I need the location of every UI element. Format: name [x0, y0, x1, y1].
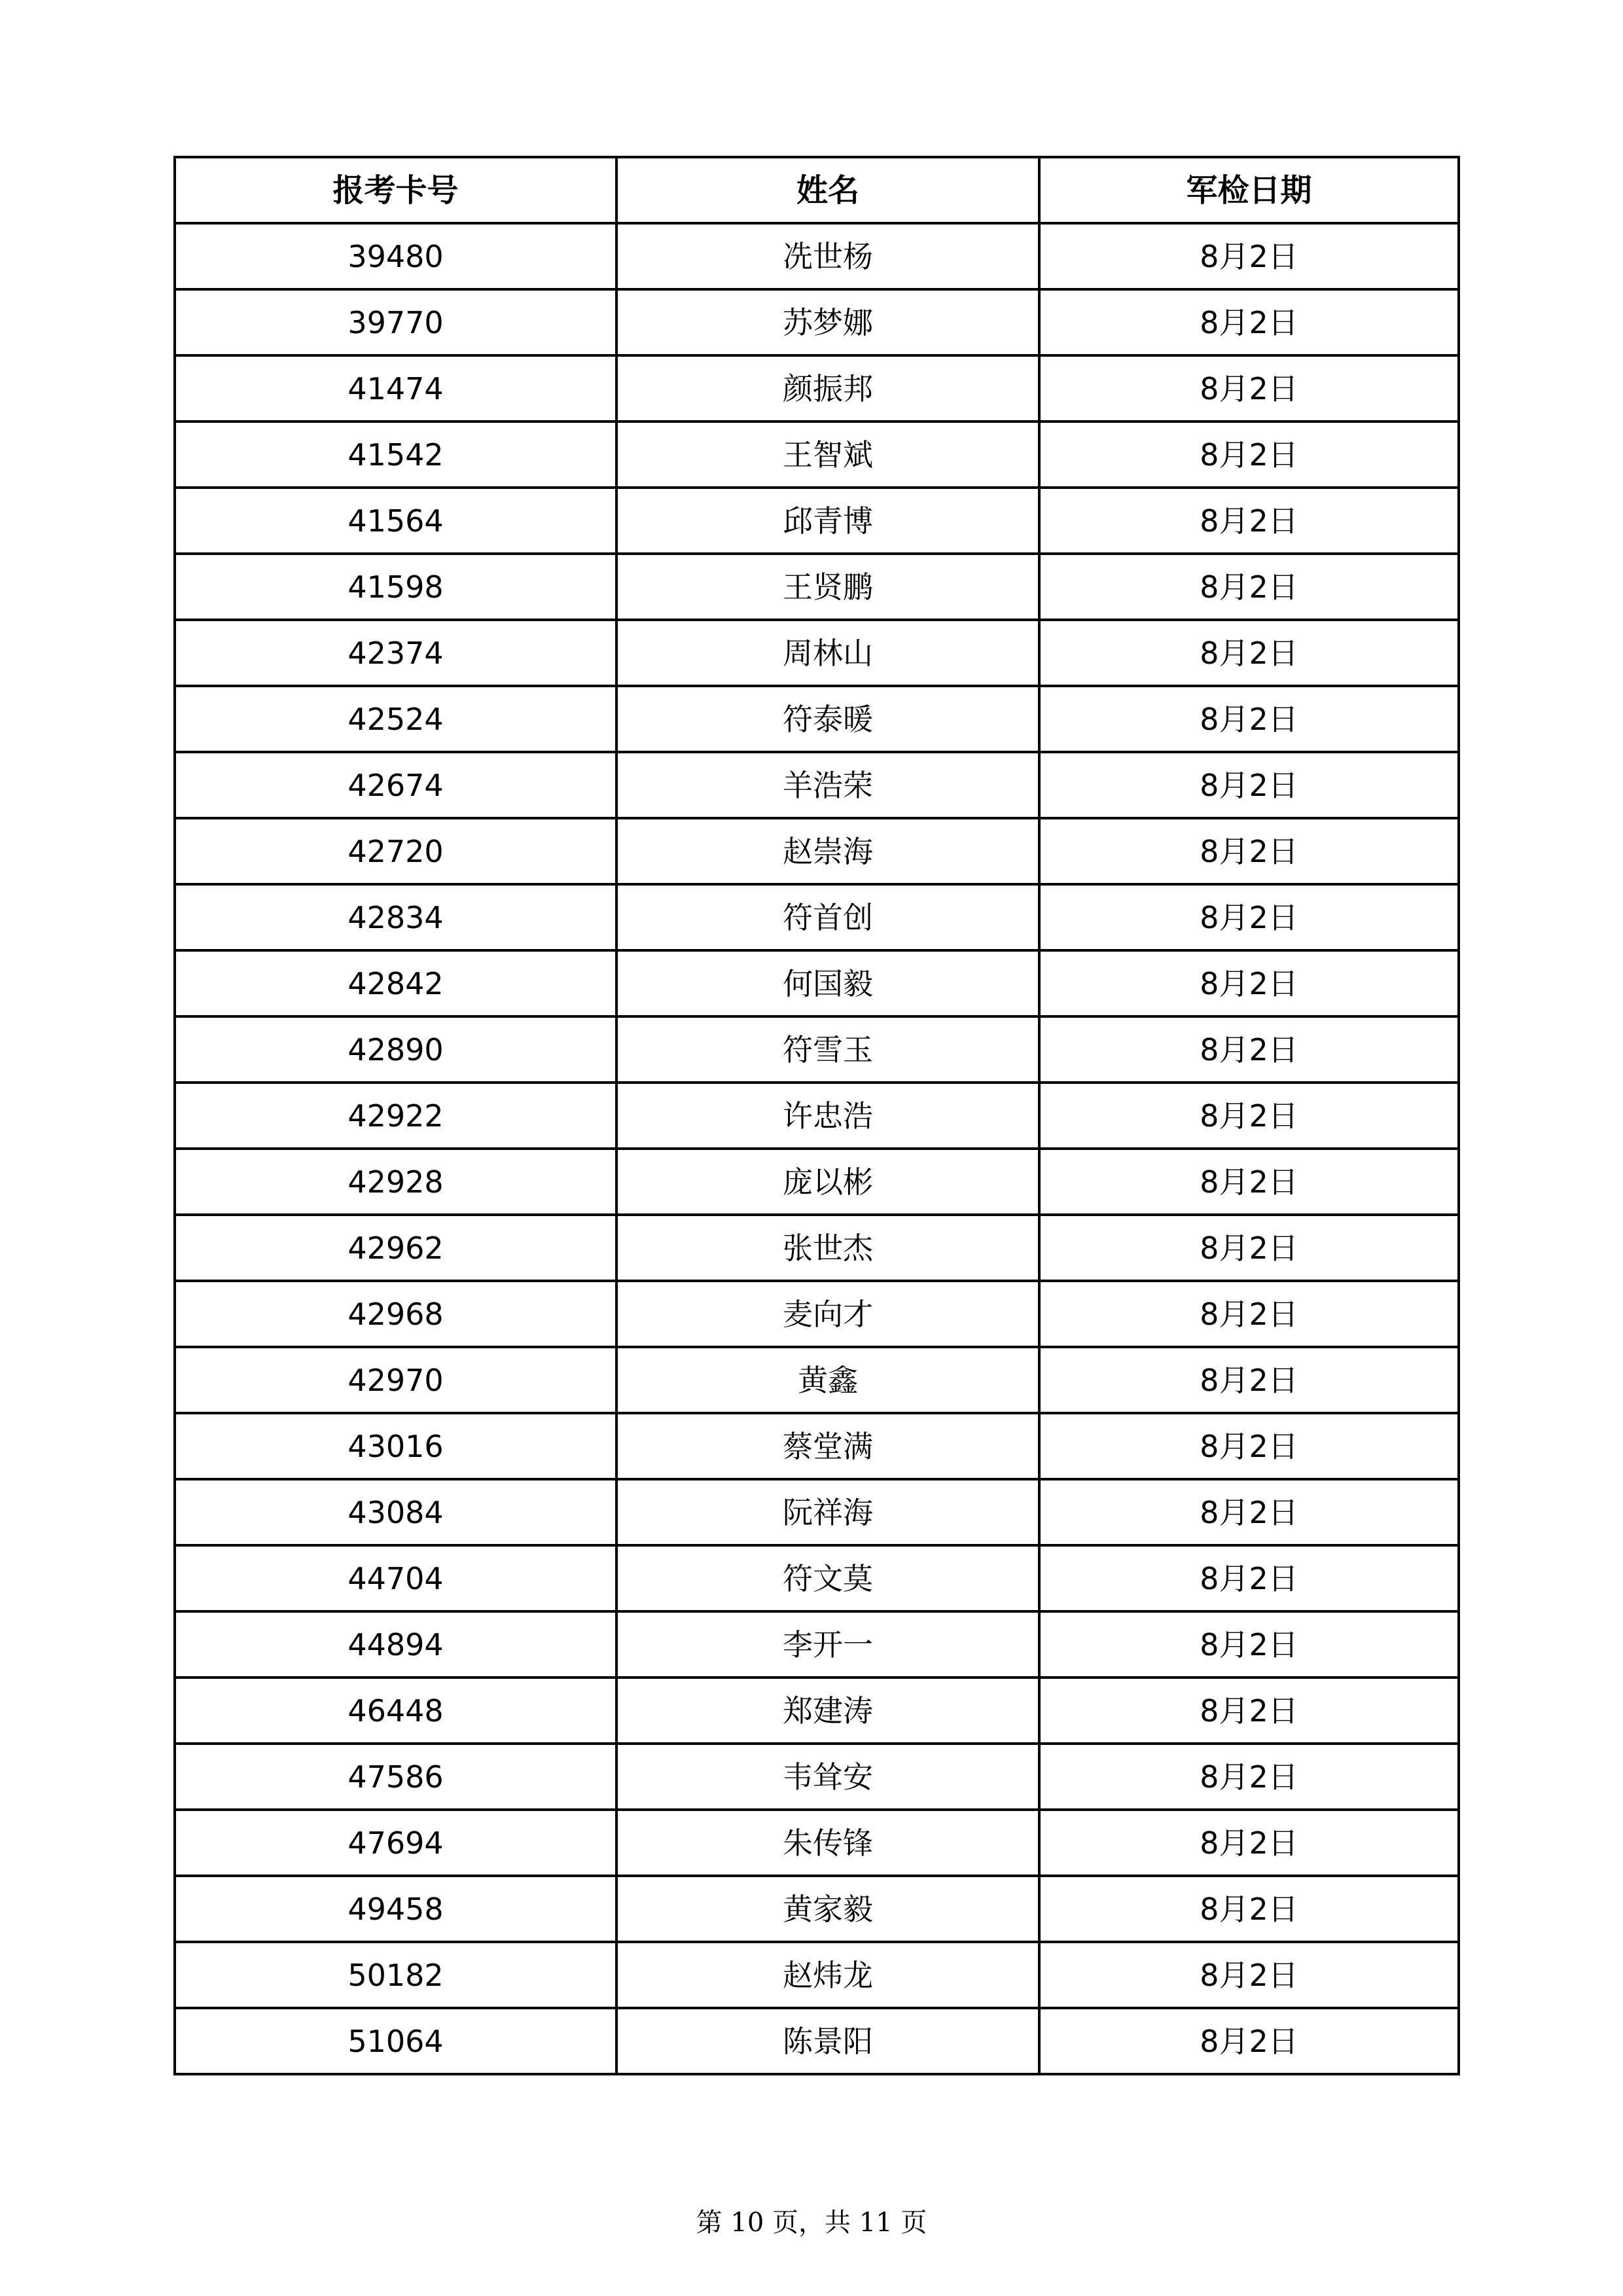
- cell-card-number: 42524: [175, 686, 616, 752]
- table-row: [175, 1942, 1459, 2008]
- cell-card-number: 43084: [175, 1479, 616, 1545]
- cell-card-number: 42834: [175, 884, 616, 950]
- cell-card-number: 42374: [175, 620, 616, 686]
- cell-card-number: 42962: [175, 1215, 616, 1281]
- table-row: [175, 488, 1459, 554]
- cell-card-number: 42720: [175, 818, 616, 884]
- cell-exam-date: 8月2日: [1039, 554, 1459, 620]
- cell-name: 赵炜龙: [616, 1942, 1039, 2008]
- table-row: [175, 1876, 1459, 1942]
- cell-exam-date: 8月2日: [1039, 1744, 1459, 1810]
- table-row: [175, 2008, 1459, 2074]
- cell-name: 符泰暖: [616, 686, 1039, 752]
- table-row: [175, 355, 1459, 422]
- table-body: [175, 223, 1459, 2074]
- cell-name: 王智斌: [616, 422, 1039, 488]
- cell-name: 冼世杨: [616, 223, 1039, 289]
- cell-exam-date: 8月2日: [1039, 1810, 1459, 1876]
- cell-exam-date: 8月2日: [1039, 1083, 1459, 1149]
- table-row: [175, 422, 1459, 488]
- cell-card-number: 41564: [175, 488, 616, 554]
- cell-name: 陈景阳: [616, 2008, 1039, 2074]
- cell-card-number: 42842: [175, 950, 616, 1016]
- cell-name: 黄家毅: [616, 1876, 1039, 1942]
- cell-exam-date: 8月2日: [1039, 1876, 1459, 1942]
- cell-card-number: 42922: [175, 1083, 616, 1149]
- cell-card-number: 42928: [175, 1149, 616, 1215]
- table-row: [175, 1479, 1459, 1545]
- table-row: [175, 1215, 1459, 1281]
- table-row: [175, 1677, 1459, 1744]
- cell-exam-date: 8月2日: [1039, 289, 1459, 355]
- cell-name: 符文莫: [616, 1545, 1039, 1611]
- cell-exam-date: 8月2日: [1039, 1677, 1459, 1744]
- table-row: [175, 1281, 1459, 1347]
- table-row: [175, 686, 1459, 752]
- cell-exam-date: 8月2日: [1039, 686, 1459, 752]
- cell-card-number: 42674: [175, 752, 616, 818]
- cell-exam-date: 8月2日: [1039, 950, 1459, 1016]
- header-card-number: 报考卡号: [175, 157, 616, 223]
- cell-card-number: 49458: [175, 1876, 616, 1942]
- table-row: [175, 620, 1459, 686]
- cell-name: 阮祥海: [616, 1479, 1039, 1545]
- cell-name: 郑建涛: [616, 1677, 1039, 1744]
- table-row: [175, 289, 1459, 355]
- cell-name: 符雪玉: [616, 1016, 1039, 1083]
- cell-card-number: 50182: [175, 1942, 616, 2008]
- table-row: [175, 884, 1459, 950]
- cell-card-number: 41598: [175, 554, 616, 620]
- cell-name: 苏梦娜: [616, 289, 1039, 355]
- table-row: [175, 1413, 1459, 1479]
- table-row: [175, 1545, 1459, 1611]
- cell-exam-date: 8月2日: [1039, 355, 1459, 422]
- table-row: [175, 1744, 1459, 1810]
- table-row: [175, 1611, 1459, 1677]
- cell-exam-date: 8月2日: [1039, 1479, 1459, 1545]
- cell-card-number: 44704: [175, 1545, 616, 1611]
- cell-name: 庞以彬: [616, 1149, 1039, 1215]
- cell-name: 朱传锋: [616, 1810, 1039, 1876]
- cell-card-number: 43016: [175, 1413, 616, 1479]
- table-row: [175, 1810, 1459, 1876]
- cell-name: 赵崇海: [616, 818, 1039, 884]
- table-row: [175, 1083, 1459, 1149]
- cell-exam-date: 8月2日: [1039, 1347, 1459, 1413]
- cell-name: 符首创: [616, 884, 1039, 950]
- cell-name: 周林山: [616, 620, 1039, 686]
- cell-exam-date: 8月2日: [1039, 223, 1459, 289]
- cell-exam-date: 8月2日: [1039, 1281, 1459, 1347]
- table-row: [175, 554, 1459, 620]
- cell-card-number: 39770: [175, 289, 616, 355]
- cell-name: 黄鑫: [616, 1347, 1039, 1413]
- cell-card-number: 41474: [175, 355, 616, 422]
- header-exam-date: 军检日期: [1039, 157, 1459, 223]
- cell-exam-date: 8月2日: [1039, 2008, 1459, 2074]
- cell-exam-date: 8月2日: [1039, 1016, 1459, 1083]
- cell-exam-date: 8月2日: [1039, 422, 1459, 488]
- cell-exam-date: 8月2日: [1039, 1413, 1459, 1479]
- cell-card-number: 42968: [175, 1281, 616, 1347]
- cell-exam-date: 8月2日: [1039, 884, 1459, 950]
- cell-card-number: 51064: [175, 2008, 616, 2074]
- cell-name: 王贤鹏: [616, 554, 1039, 620]
- cell-exam-date: 8月2日: [1039, 1545, 1459, 1611]
- table-row: [175, 223, 1459, 289]
- cell-name: 韦耸安: [616, 1744, 1039, 1810]
- cell-name: 蔡堂满: [616, 1413, 1039, 1479]
- cell-exam-date: 8月2日: [1039, 1942, 1459, 2008]
- cell-card-number: 47694: [175, 1810, 616, 1876]
- table-row: [175, 818, 1459, 884]
- table-row: [175, 950, 1459, 1016]
- header-name: 姓名: [616, 157, 1039, 223]
- cell-exam-date: 8月2日: [1039, 752, 1459, 818]
- cell-card-number: 39480: [175, 223, 616, 289]
- page-footer: 第 10 页，共 11 页: [696, 2208, 927, 2238]
- cell-card-number: 47586: [175, 1744, 616, 1810]
- cell-card-number: 46448: [175, 1677, 616, 1744]
- cell-exam-date: 8月2日: [1039, 1149, 1459, 1215]
- roster-table: [173, 156, 1460, 2075]
- cell-name: 许忠浩: [616, 1083, 1039, 1149]
- table-row: [175, 752, 1459, 818]
- cell-exam-date: 8月2日: [1039, 488, 1459, 554]
- cell-exam-date: 8月2日: [1039, 818, 1459, 884]
- cell-card-number: 42970: [175, 1347, 616, 1413]
- cell-exam-date: 8月2日: [1039, 620, 1459, 686]
- cell-name: 麦向才: [616, 1281, 1039, 1347]
- table-row: [175, 1016, 1459, 1083]
- cell-card-number: 41542: [175, 422, 616, 488]
- table-row: [175, 1149, 1459, 1215]
- table-header-row: [175, 157, 1459, 223]
- cell-name: 张世杰: [616, 1215, 1039, 1281]
- cell-name: 羊浩荣: [616, 752, 1039, 818]
- cell-name: 颜振邦: [616, 355, 1039, 422]
- cell-name: 何国毅: [616, 950, 1039, 1016]
- table-row: [175, 1347, 1459, 1413]
- cell-card-number: 42890: [175, 1016, 616, 1083]
- cell-exam-date: 8月2日: [1039, 1215, 1459, 1281]
- cell-name: 邱青博: [616, 488, 1039, 554]
- cell-exam-date: 8月2日: [1039, 1611, 1459, 1677]
- cell-card-number: 44894: [175, 1611, 616, 1677]
- cell-name: 李开一: [616, 1611, 1039, 1677]
